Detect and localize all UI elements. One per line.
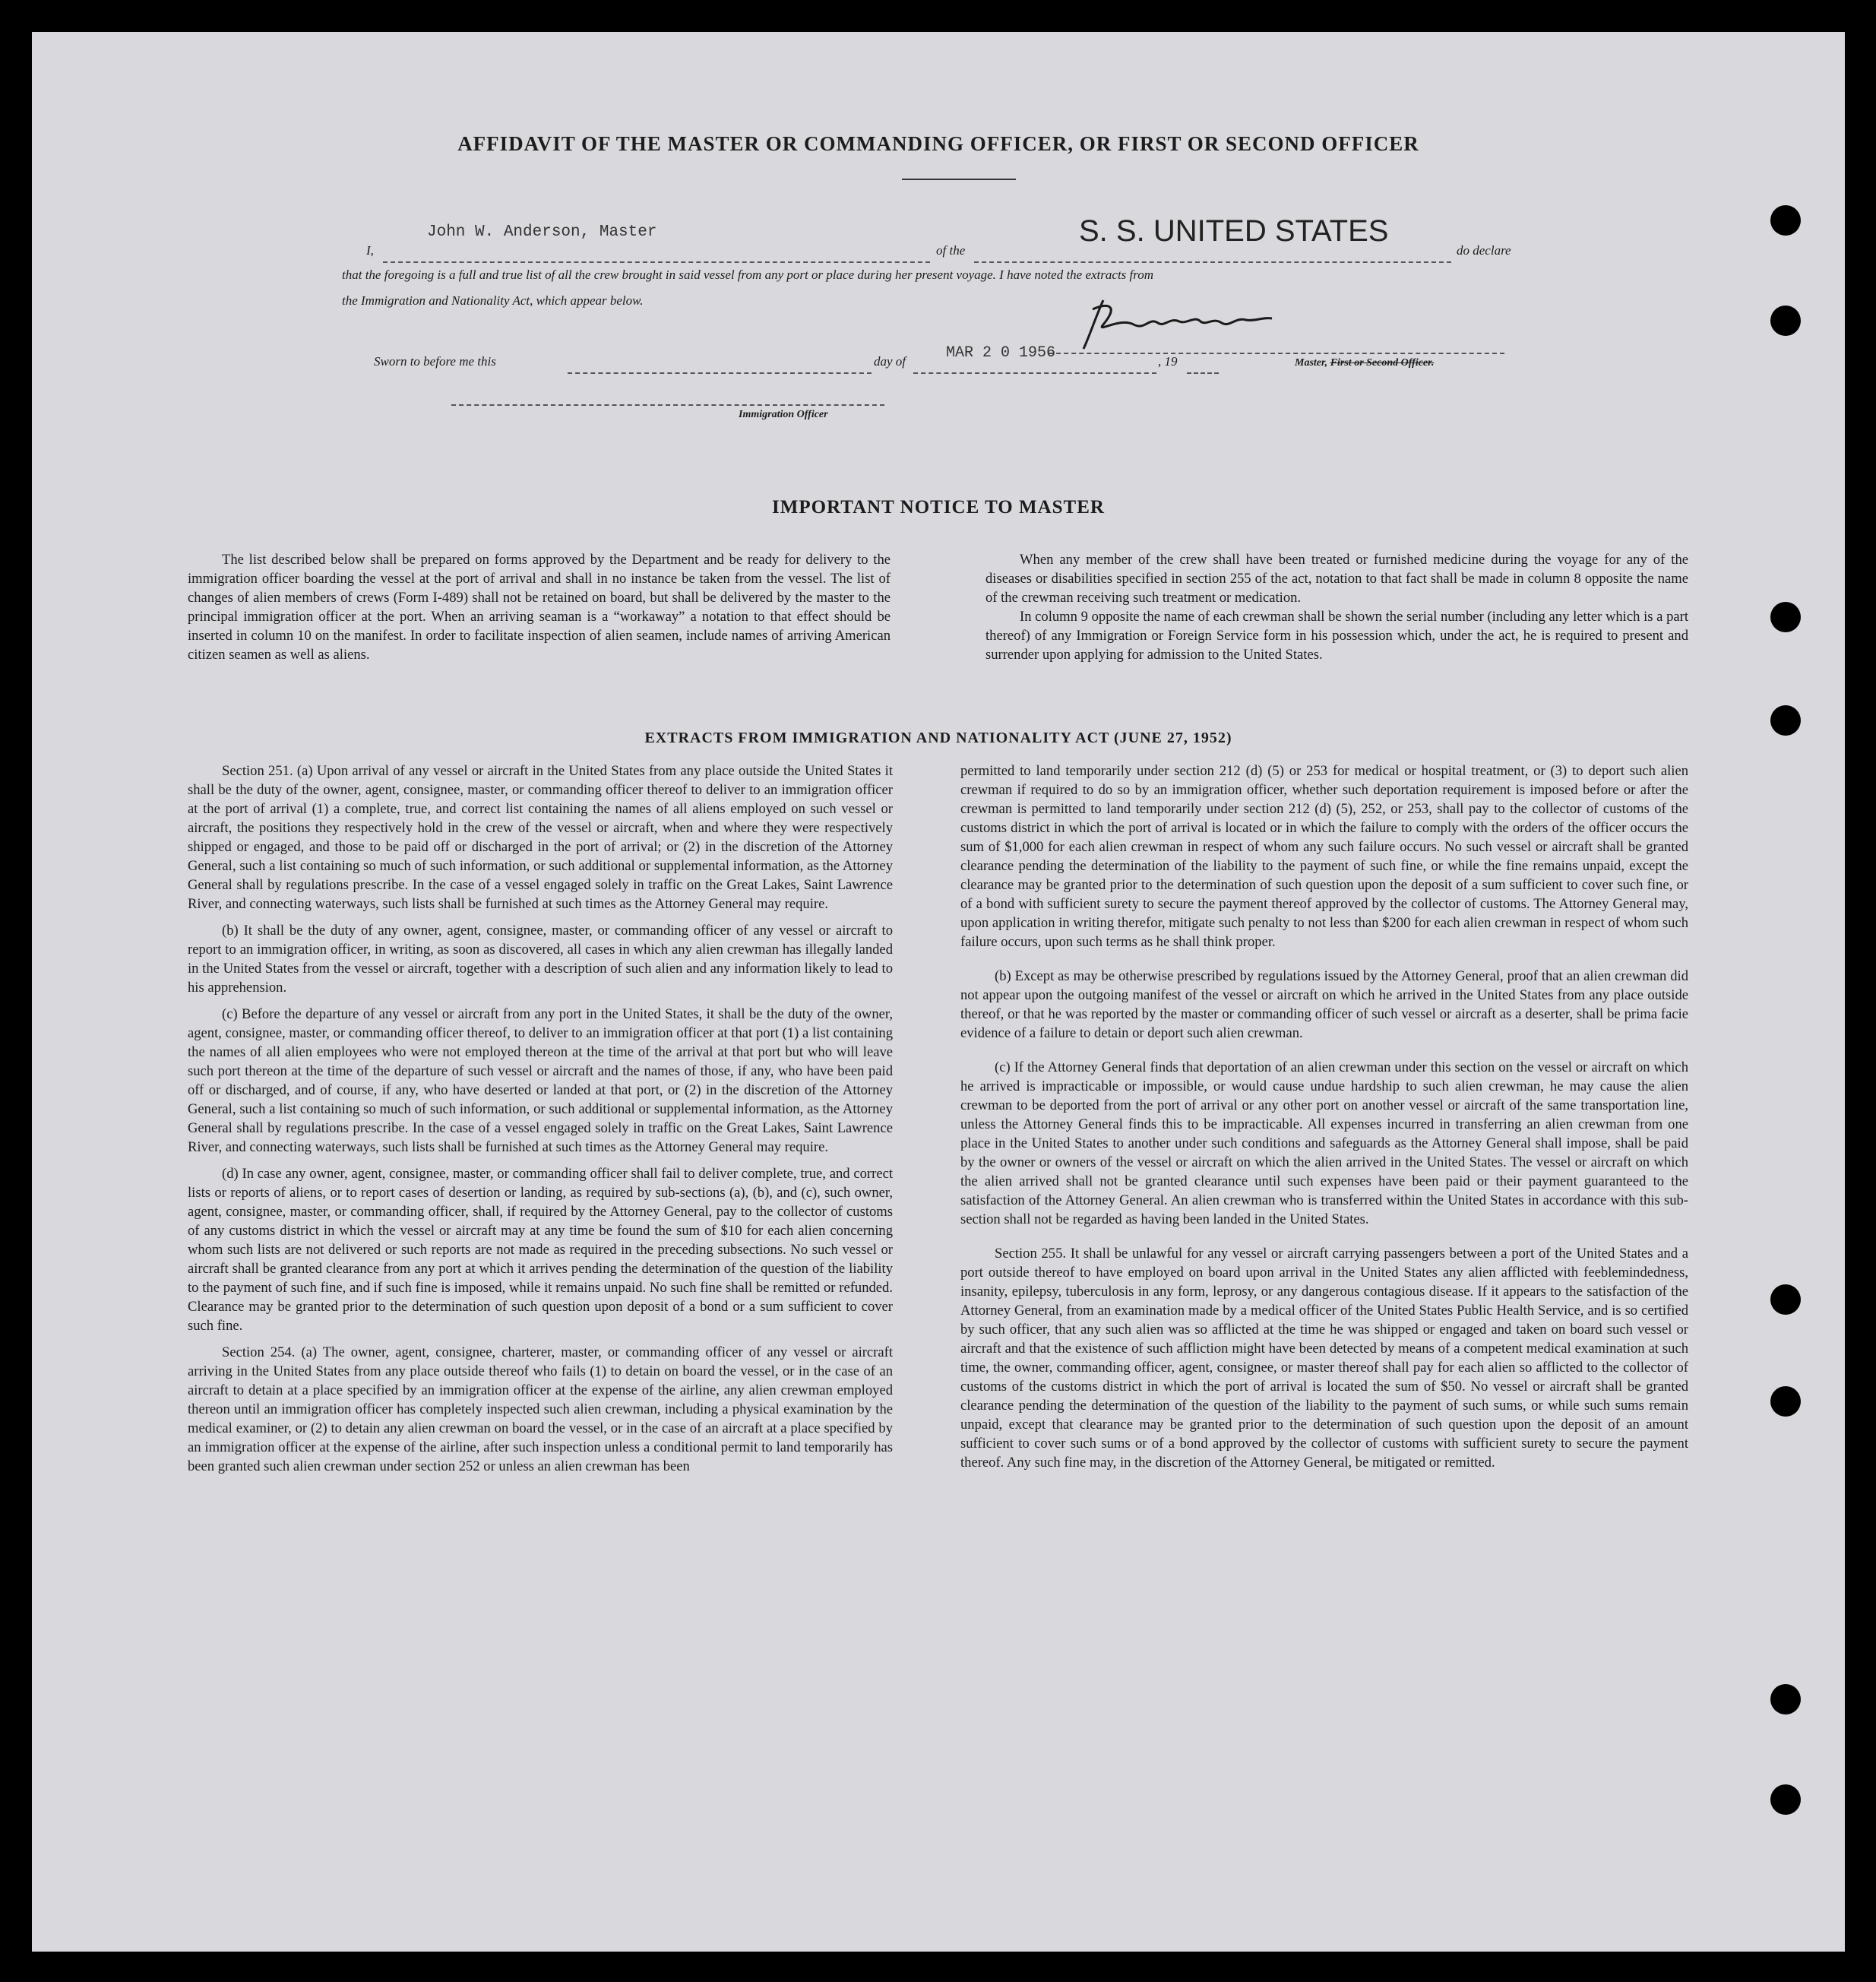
notice-right-paragraph-2: In column 9 opposite the name of each crewman shall be shown the serial number (including any letter which is a part thereof) of any Immigration or Foreign Service form in his possession which, under the act, he is required to present and surrender upon applying for admission to the United States.	[985, 609, 1688, 663]
signer-title-master: Master,	[1295, 357, 1328, 369]
title-underline	[902, 179, 1016, 180]
extracts-left-column	[188, 761, 893, 1476]
name-line	[383, 245, 930, 263]
section-251-d: (d) In case any owner, agent, consignee, master, or commanding officer shall fail to deliver complete, true, and correct lists or reports of aliens, or to report cases of desertion or landing, as required by sub-sections (a), (b), and (c), such owner, agent, consignee, master, or commanding officer, shall, if required by the Attorney General, pay to the collector of customs of any customs district in which the vessel or aircraft may at any time be found the sum of $10 for each alien concerning whom such lists are not delivered or such reports are not made as required in the preceding subsections. No such vessel or aircraft shall be granted clearance from any port at which it arrives pending the determination of the question of the liability to the payment of such fine, and if such fine is imposed, while it remains unpaid. No such fine shall be remitted or refunded. Clearance may be granted prior to the determination of such question upon deposit of a bond or a sum sufficient to cover such fine.	[188, 1166, 893, 1334]
of-the-label: of the	[936, 243, 966, 258]
notice-right-paragraph-1: When any member of the crew shall have been treated or furnished medicine during the voyage for any of the diseases or disabilities specified in section 255 of the act, notation to that fact shall be made in column 8 opposite the name of the crewman receiving such treatment or medication.	[985, 552, 1688, 606]
notice-heading: IMPORTANT NOTICE TO MASTER	[772, 497, 1105, 518]
do-declare-label: do declare	[1457, 243, 1511, 258]
section-251-b: (b) It shall be the duty of any owner, agent, consignee, master, or commanding officer of any vessel or aircraft to report to an immigration officer, in writing, as soon as discovered, all cases in which any alien crewman has illegally landed in the United States from the vessel or aircraft, together with a description of such alien and any information likely to lead to his apprehension.	[188, 923, 893, 996]
section-254-b: (b) Except as may be otherwise prescribed by regulations issued by the Attorney General, proof that an alien crewman did not appear upon the outgoing manifest of the vessel or aircraft on which he arrived in the United States from any place outside thereof, or that he was reported by the master or commanding officer of such vessel or aircraft as a deserter, shall be prima facie evidence of a failure to detain or deport such alien crewman.	[960, 968, 1688, 1041]
extracts-heading: EXTRACTS FROM IMMIGRATION AND NATIONALITY ACT (JUNE 27, 1952)	[644, 730, 1232, 746]
notice-left-paragraph: The list described below shall be prepared on forms approved by the Department and be ready for delivery to the immigration officer boarding the vessel at the port of arrival and shall in no instance be taken from the vessel. The list of changes of alien members of crews (Form I-489) shall not be retained on board, but shall be delivered by the master to the principal immigration officer at the port. When an arriving seaman is a “workaway” a notation to that effect should be inserted in column 10 on the manifest. In order to facilitate inspection of alien seamen, include names of arriving American citizen seamen as well as aliens.	[188, 552, 891, 663]
binder-hole-7	[1770, 1684, 1801, 1714]
master-name-typed: John W. Anderson, Master	[427, 223, 657, 241]
binder-hole-8	[1770, 1784, 1801, 1815]
notice-left-column	[188, 550, 891, 664]
sworn-day-line	[568, 357, 872, 374]
section-254-a: Section 254. (a) The owner, agent, consignee, charterer, master, or commanding officer of any vessel or aircraft arriving in the United States from any place outside thereof who fails (1) to detain on board the vessel, or in the case of an aircraft to detain at a place specified by an immigration officer at the expense of the airline, any alien crewman employed thereon until an immigration officer has completely inspected such alien crewman, including a physical examination by the medical examiner, or (2) to detain any alien crewman on board the vessel, or in the case of an aircraft at a place specified by an immigration officer at the expense of the airline, after such inspection unless a conditional permit to land temporarily has been granted such alien crewman under section 252 or unless an alien crewman has been	[188, 1344, 893, 1474]
notice-right-column	[985, 550, 1688, 664]
section-251-a: Section 251. (a) Upon arrival of any vessel or aircraft in the United States from any place outside the United States it shall be the duty of the owner, agent, consignee, master, or commanding officer thereof to deliver to an immigration officer at the port of arrival (1) a complete, true, and correct list containing the names of all aliens employed on such vessel or aircraft, the positions they respectively hold in the crew of the vessel or aircraft, when and where they were respectively shipped or engaged, and those to be paid off or discharged in the port of arrival; or (2) in the discretion of the Attorney General, such a list containing so much of such information, or such additional or supplemental information, as the Attorney General shall by regulations prescribe. In the case of a vessel engaged solely in traffic on the Great Lakes, Saint Lawrence River, and connecting waterways, such lists shall be furnished at such times as the Attorney General may require.	[188, 763, 893, 912]
section-251-c: (c) Before the departure of any vessel or aircraft from any port in the United States, it shall be the duty of the owner, agent, consignee, master, or commanding officer thereof, to deliver to an immigration officer at that port (1) a list containing the names of all alien employees who were not employed thereon at the time of the arrival at that port but who will leave such port thereon at the time of the departure of such vessel or aircraft and the names of those, if any, who have been paid off or discharged, and of course, if any, who have deserted or landed at that port, or (2) in the discretion of the Attorney General, such a list containing so much of such information, or such additional or supplemental information, as the Attorney General shall by regulations prescribe. In the case of a vessel engaged solely in traffic on the Great Lakes, Saint Lawrence River, and connecting waterways, such lists shall be furnished at such times as the Attorney General may require.	[188, 1006, 893, 1155]
immigration-officer-line	[451, 397, 884, 406]
year-label: , 19	[1158, 354, 1178, 369]
binder-hole-1	[1770, 205, 1801, 236]
form-page	[32, 32, 1845, 1952]
day-of-label: day of	[874, 354, 906, 369]
binder-hole-3	[1770, 602, 1801, 632]
extracts-right-column	[960, 761, 1688, 1472]
i-label: I,	[366, 243, 374, 258]
section-254-c: (c) If the Attorney General finds that deportation of an alien crewman under this section on the vessel or aircraft on which he arrived is impracticable or impossible, or would cause undue hardship to such alien crewman, he may cause the alien crewman to be deported from the port of arrival or any other port on another vessel or aircraft of the same transportation line, unless the Attorney General finds this to be impracticable. All expenses incurred in transferring an alien crewman from one place in the United States to another under such conditions and safeguards as the Attorney General shall impose, shall be paid by the owner or owners of the vessel or aircraft on which the alien arrived in the United States. The vessel or aircraft on which the alien arrived shall not be granted clearance until such expenses have been paid or their payment guaranteed to the satisfaction of the Attorney General. An alien crewman who is transferred within the United States in accordance with this sub-section shall not be regarded as having been landed in the United States.	[960, 1059, 1688, 1227]
signer-title-struck: First or Second Officer.	[1330, 357, 1435, 369]
declaration-text-line-2: that the foregoing is a full and true list of all the crew brought in said vessel from any port or place during her present voyage. I have noted the extracts from	[342, 268, 1154, 282]
affidavit-title: AFFIDAVIT OF THE MASTER OR COMMANDING OFFICER, OR FIRST OR SECOND OFFICER	[457, 132, 1419, 155]
binder-hole-2	[1770, 306, 1801, 336]
sworn-label: Sworn to before me this	[374, 354, 496, 369]
vessel-name: S. S. UNITED STATES	[1079, 214, 1389, 248]
binder-hole-5	[1770, 1284, 1801, 1315]
section-255: Section 255. It shall be unlawful for any vessel or aircraft carrying passengers between a port of the United States and a port outside thereof to have employed on board upon arrival in the United States any alien afflicted with feeblemindedness, insanity, epilepsy, tuberculosis in any form, leprosy, or any dangerous contagious disease. If it appears to the satisfaction of the Attorney General, from an examination made by a medical officer of the United States Public Health Service, and is so certified by such officer, that any such alien was so afflicted at the time he was shipped or engaged and taken on board such vessel or aircraft and that the existence of such affliction might have been detected by means of a competent medical examination at such time, the owner, commanding officer, agent, consignee, or master thereof shall pay for each alien so afflicted to the collector of customs of the customs district in which the port of arrival is located the sum of $50. No vessel or aircraft shall be granted clearance pending the determination of the question of the liability to the payment of such sums, or while such sums remain unpaid, except that clearance may be granted prior to the determination of such question upon the deposit of an amount sufficient to cover such sums or of a bond approved by the collector of customs with sufficient surety to secure the payment thereof. Any such fine may, in the discretion of the Attorney General, be mitigated or remitted.	[960, 1246, 1688, 1471]
signature-line	[1049, 345, 1504, 354]
signer-title	[1295, 357, 1434, 369]
section-254-a-cont: permitted to land temporarily under section 212 (d) (5) or 253 for medical or hospital treatment, or (3) to deport such alien crewman if required to do so by an immigration officer, whether such deportation requirement is imposed before or after the crewman is permitted to land temporarily under section 212 (d) (5), 252, or 253, shall pay to the collector of customs of the customs district in which the port of arrival is located or in which the failure to comply with the orders of the officer occurs the sum of $1,000 for each alien crewman in respect of whom any such failure occurs. No such vessel or aircraft shall be granted clearance pending the determination of the liability to the payment of such fine, or while the fine remains unpaid, except the clearance may be granted prior to the determination of such question upon the deposit of a sum sufficient to cover such fine, or of a bond with sufficient surety to secure the payment thereof approved by the collector of customs. The Attorney General may, upon application in writing therefor, mitigate such penalty to not less than $200 for each alien crewman in respect of whom such failure occurs, upon such terms as he shall think proper.	[960, 763, 1688, 950]
year-line	[1187, 357, 1219, 374]
immigration-officer-label: Immigration Officer	[739, 409, 828, 420]
binder-hole-4	[1770, 705, 1801, 736]
declaration-text-line-3: the Immigration and Nationality Act, which appear below.	[342, 293, 644, 308]
binder-hole-6	[1770, 1386, 1801, 1417]
date-stamp: MAR 2 0 1956	[946, 344, 1056, 362]
